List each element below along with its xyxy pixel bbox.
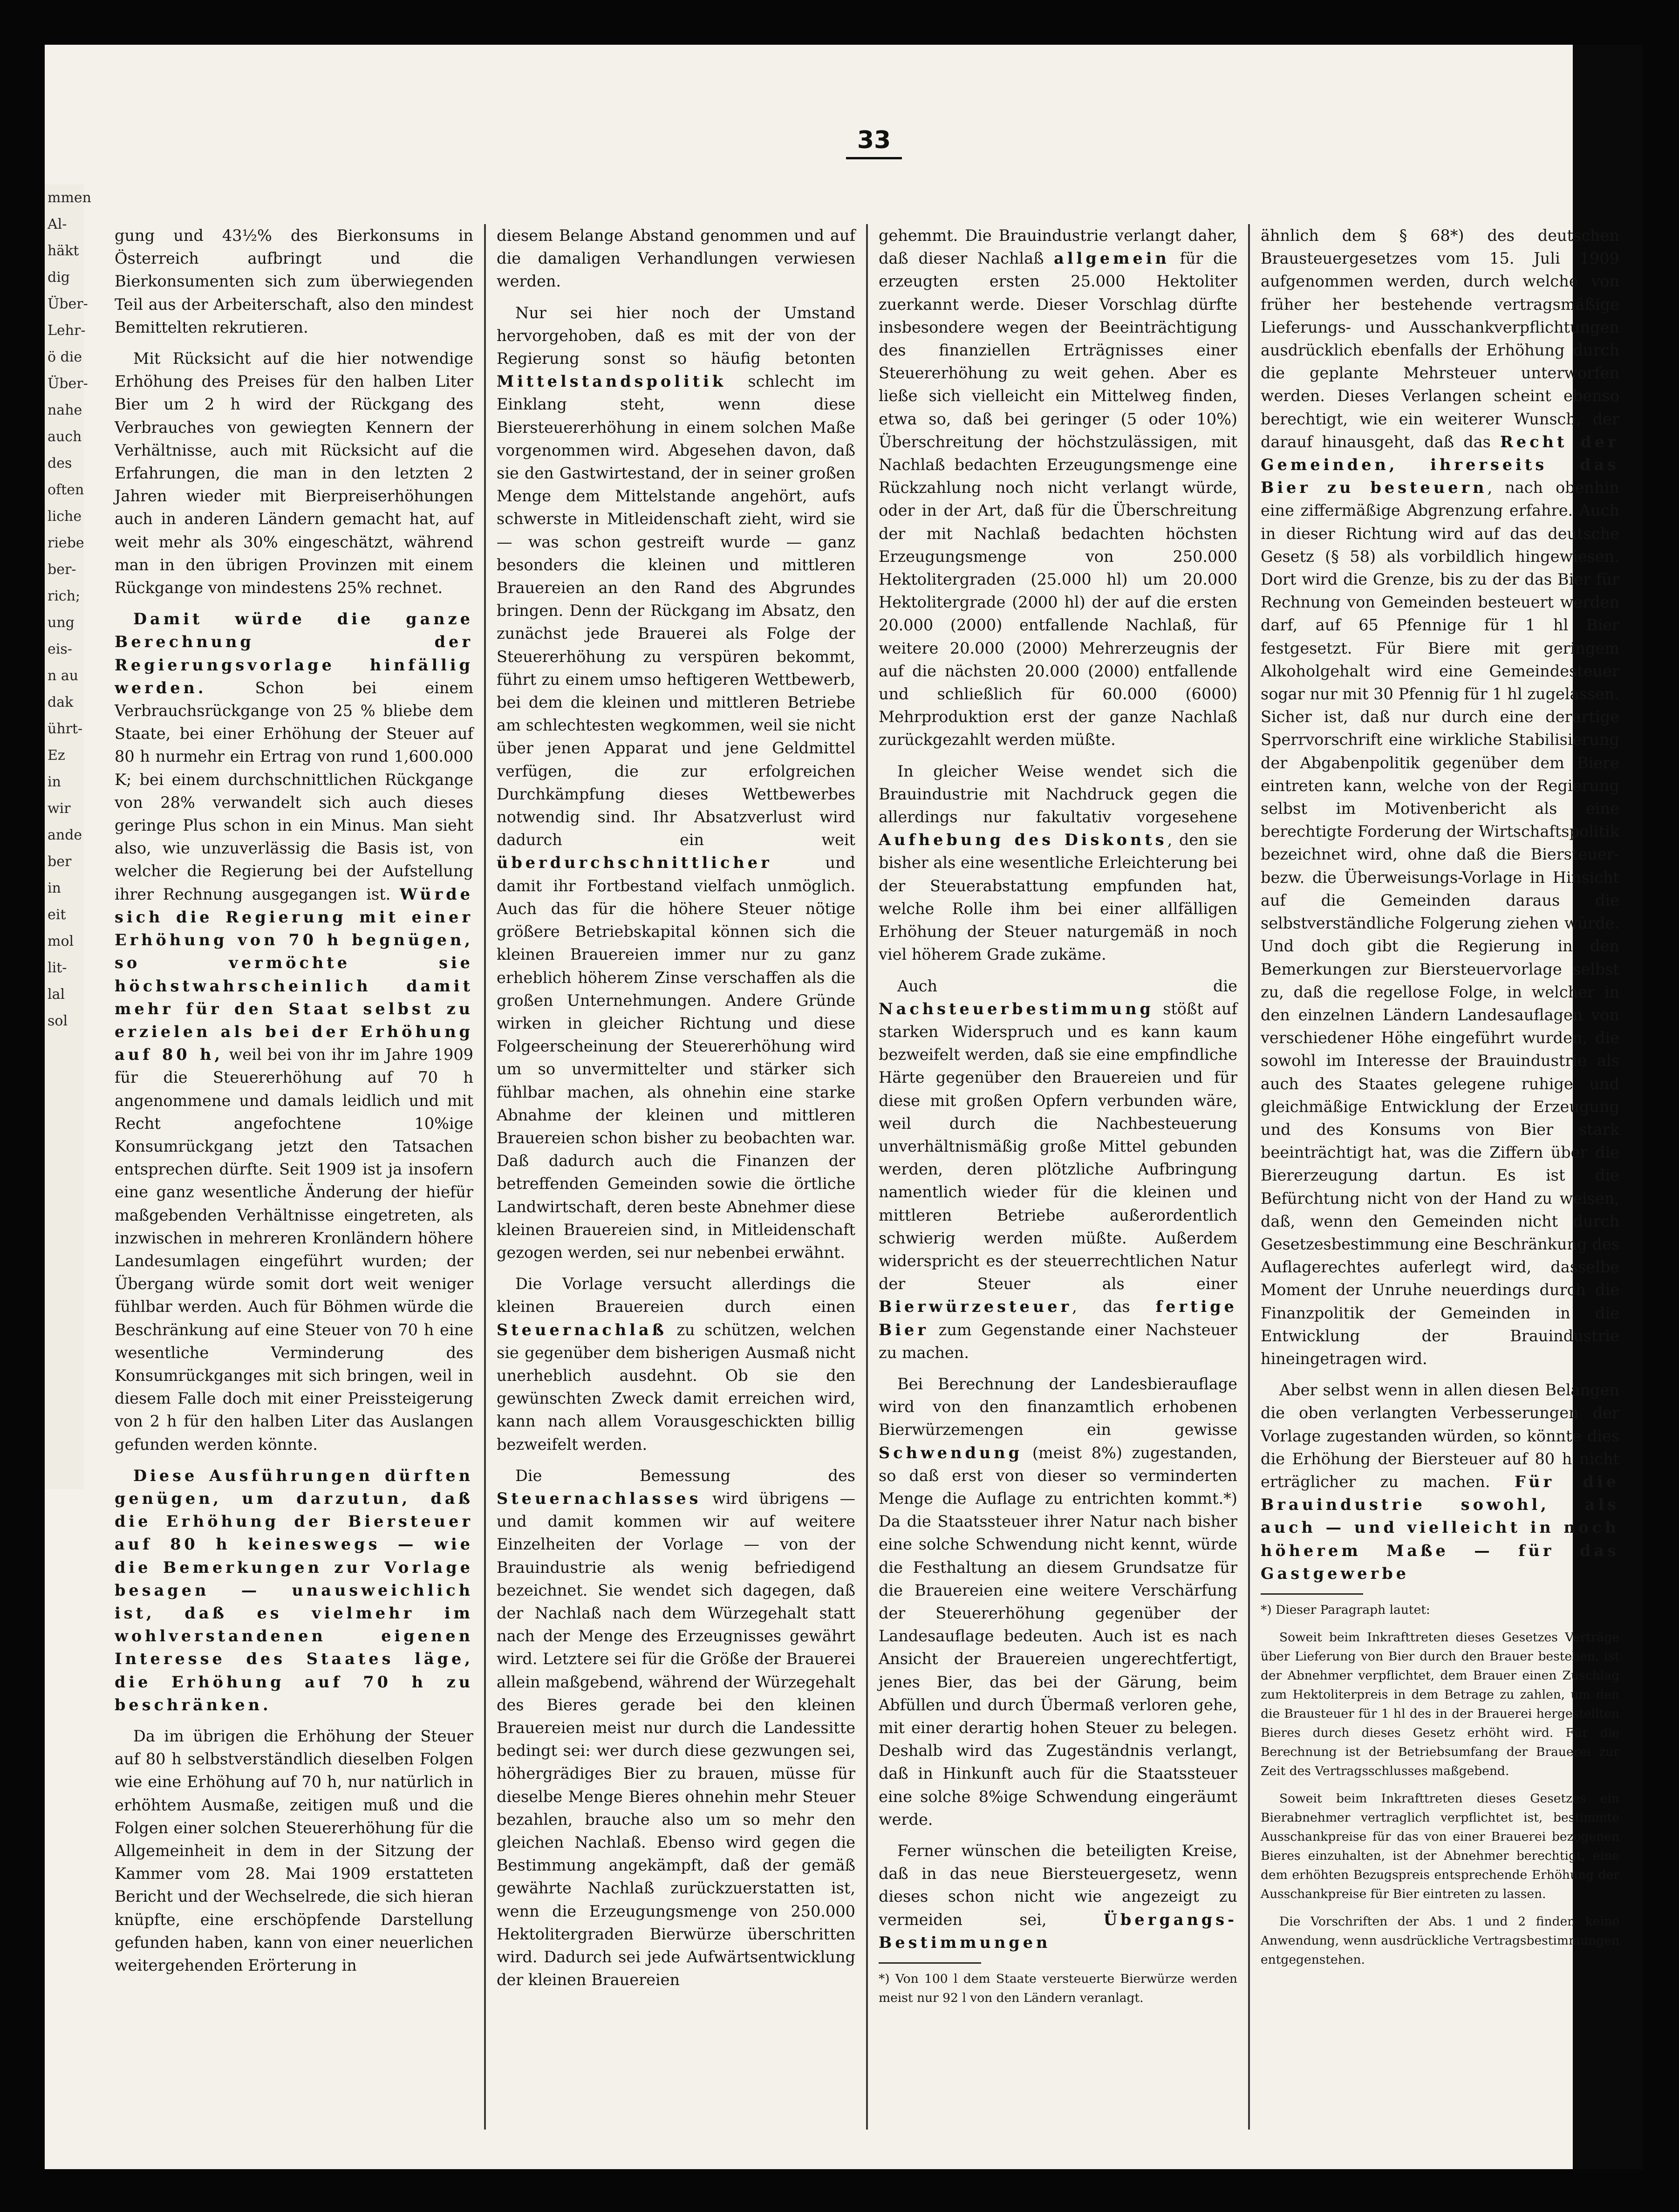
- text-run: weil bei von ihr im Jahre 1909 für die Steuererhöhung auf 70 h angenommene und damals leidlich und mit Recht angefochtene 10%ige Konsumrückgang jetzt den Tatsachen entsprechen dürfte. Seit 1909 ist ja insofern eine ganz wesentliche Änderung der hiefür maßgebenden Verhältnisse eingetreten, als inzwischen in mehreren Kronländern höhere Landesumlagen eingeführt wurden; der Übergang würde somit dort weit weniger fühlbar werden. Auch für Böhmen würde die Beschränkung auf eine Steuer von 70 h eine wesentliche Verminderung des Konsumrückganges mit sich bringen, weil in diesem Falle doch mit einer Preissteigerung von 2 h für den halben Liter das Auslangen gefunden werden könnte.: [115, 1045, 473, 1454]
- footnote: *) Dieser Paragraph lautet:: [1261, 1602, 1430, 1617]
- footnote-rule: [879, 1962, 981, 1964]
- emphasized-text: Recht der Gemeinden, ihrerseits das Bier zu besteuern: [1261, 432, 1620, 497]
- text-run: schlecht im Einklang steht, wenn diese Biersteuererhöhung in einem solchen Maße vorgenommen wird. Abgesehen davon, daß sie den Gastwirtestand, der in seiner großen Menge dem Mittelstande angehört, aufs schwerste in Mitleidenschaft zieht, wird sie — was schon gestreift wurde — ganz besonders die kleinen und mittleren Brauereien an den Rand des Abgrundes bringen. Denn der Rückgang im Absatz, den zunächst jede Brauerei als Folge der Steuererhöhung zu verspüren bekommt, führt zu einem umso heftigeren Wettbewerb, bei dem die kleinen und mittleren Betriebe am schlechtesten wegkommen, weil sie nicht über jenen Apparat und jene Geldmittel verfügen, die zur erfolgreichen Durchkämpfung dieses Wettbewerbes notwendig sind. Ihr Absatzverlust wird dadurch ein weit: [497, 372, 855, 849]
- text-run: zum Gegenstande einer Nachsteuer zu machen.: [879, 1320, 1237, 1362]
- edge-fragment: riebe: [48, 535, 84, 551]
- edge-fragment: Ez: [48, 747, 65, 764]
- edge-fragment: sol: [48, 1013, 68, 1029]
- emphasized-text: allgemein: [1054, 249, 1170, 268]
- edge-fragment: nahe: [48, 402, 82, 418]
- text-run: zu schützen, welchen sie gegenüber dem bisherigen Ausmaß nicht unerheblich ausdehnt. Ob sie den gewünschten Zweck damit erreichen wird, kann nach allem Vorausgeschickten billig bezweifelt werden.: [497, 1320, 855, 1454]
- paragraph: [879, 975, 1237, 1364]
- footnote: Die Vorschriften der Abs. 1 und 2 finden keine Anwendung, wenn ausdrückliche Vertragsbestimmungen entgegenstehen.: [1261, 1914, 1619, 1967]
- edge-fragment: in: [48, 774, 61, 790]
- text-run: ähnlich dem § 68*) des deutschen Brausteuergesetzes vom 15. Juli 1909 aufgenommen werden, durch welche von früher her bestehende vertragsmäßige Lieferungs- und Ausschankverpflichtungen ausdrücklich ebenfalls der Erhöhung durch die geplante Mehrsteuer unterworfen werden. Dieses Verlangen scheint ebenso berechtigt, wie ein weiterer Wunsch, der darauf hinausgeht, daß das: [1261, 226, 1619, 451]
- edge-fragment: often: [48, 482, 84, 498]
- paragraph: [879, 760, 1237, 966]
- emphasized-text: Schwendung: [879, 1443, 1023, 1462]
- paragraph: [879, 1372, 1237, 1831]
- edge-fragment: ührt-: [48, 721, 83, 737]
- text-run: gehemmt. Die Brauindustrie verlangt daher, daß dieser Nachlaß: [879, 226, 1237, 268]
- edge-fragment: ber: [48, 853, 72, 870]
- text-run: Ferner wünschen die beteiligten Kreise, daß in das neue Biersteuergesetz, wenn dieses schon nicht wie angezeigt zu vermeiden sei,: [879, 1842, 1237, 1929]
- text-run: Da im übrigen die Erhöhung der Steuer auf 80 h selbstverständlich dieselben Folgen wie eine Erhöhung auf 70 h, nur natürlich in erhöhtem Ausmaße, zeitigen muß und die Folgen einer solchen Steuererhöhung für die Allgemeinheit in dem in der Sitzung der Kammer vom 28. Mai 1909 erstatteten Bericht und der Wechselrede, die sich hieran knüpfte, eine erschöpfende Darstellung gefunden haben, kann von einer neuerlichen weitergehenden Erörterung in: [115, 1727, 473, 1975]
- text-run: (meist 8%) zugestanden, so daß erst von dieser so verminderten Menge die Auflage zu entrichten kommt.*) Da die Staatssteuer ihrer Natur nach bisher eine solche Schwendung nicht kennt, würde die Festhaltung an diesem Grundsatze für die Brauereien eine weitere Verschärfung der Steuererhöhung gegenüber der Landesauflage bedeuten. Auch ist es nach Ansicht der Brauereien ungerechtfertigt, jenes Bier, das bei der Gärung, beim Abfüllen und durch Übermaß verloren gehe, mit einer derartig hohen Steuer zu belegen. Deshalb wird das Zugeständnis verlangt, daß in Hinkunft auch für die Staatssteuer eine solche 8%ige Schwendung eingeräumt werde.: [879, 1443, 1237, 1829]
- column-rule-3: [1248, 224, 1250, 2130]
- paragraph: [115, 224, 473, 339]
- footnote: Soweit beim Inkrafttreten dieses Gesetzes ein Bierabnehmer vertraglich verpflichtet ist, bestimmte Ausschankpreise für das von einer Brauerei bezogenen Bieres einzuhalten, ist der Abnehmer berechtigt, eine dem erhöhten Bezugspreis entsprechende Erhöhung der Ausschankpreise für Bier eintreten zu lassen.: [1261, 1791, 1619, 1901]
- paragraph: [1261, 1379, 1619, 1585]
- text-run: , nach obenhin eine ziffermäßige Abgrenzung erfahre. Auch in dieser Richtung wird auf das deutsche Gesetz (§ 58) als vorbildlich hingewiesen. Dort wird die Grenze, bis zu der das Bier für Rechnung von Gemeinden besteuert werden darf, auf 65 Pfennige für 1 hl Bier festgesetzt. Für Biere mit geringem Alkoholgehalt wird eine Gemeindesteuer sogar nur mit 30 Pfennig für 1 hl zugelassen. Sicher ist, daß nur durch eine derartige Sperrvorschrift eine wirkliche Stabilisierung der Abgabenpolitik gegenüber dem Biere eintreten kann, welche von der Regierung selbst im Motivenbericht als eine berechtigte Forderung der Wirtschaftspolitik bezeichnet wird, ohne daß die Biersteuer- bezw. die Überweisungs-Vorlage in Hinsicht auf die Gemeinden daraus die selbstverständliche Folgerung ziehen würde. Und doch gibt die Regierung in den Bemerkungen zur Biersteuervorlage selbst zu, daß die regellose Folge, in welcher in den einzelnen Ländern Landesauflagen von verschiedener Höhe eingeführt wurden, die sowohl im Interesse der Brauindustrie als auch des Staates gelegene ruhige und gleichmäßige Entwicklung der Erzeugung und des Konsums von Bier stark beeinträchtigt hat, was die Ziffern über die Biererzeugung dartun. Es ist die Befürchtung nicht von der Hand zu weisen, daß, wenn den Gemeinden nicht durch Gesetzesbestimmung eine Beschränkung des Auflagerechtes auferlegt wird, dasselbe Moment der Unruhe neuerdings durch die Finanzpolitik der Gemeinden in die Entwicklung der Brauindustrie hineingetragen wird.: [1261, 478, 1619, 1368]
- edge-fragment: wir: [48, 800, 71, 817]
- emphasized-text: Steuernachlasses: [497, 1489, 702, 1508]
- text-run: Mit Rücksicht auf die hier notwendige Erhöhung des Preises für den halben Liter Bier um 2 h wird der Rückgang des Verbrauches von gewiegten Kennern der Verhältnisse, auch mit Rücksicht auf die Erfahrungen, die man in den letzten 2 Jahren wieder mit Bierpreiserhöhungen auch in anderen Ländern gemacht hat, auf weit mehr als 30% eingeschätzt, während man in den übrigen Provinzen mit einem Rückgange von mindestens 25% rechnet.: [115, 349, 473, 597]
- text-run: Bei Berechnung der Landesbierauflage wird von den finanzamtlich erhobenen Bierwürzemengen ein gewisse: [879, 1374, 1237, 1439]
- paragraph: [497, 1464, 855, 1992]
- text-run: wird übrigens — und damit kommen wir auf weitere Einzelheiten der Vorlage — von der Brauindustrie als wenig befriedigend bezeichnet. Sie wendet sich dagegen, daß der Nachlaß nach dem Würzegehalt statt nach der Menge des Erzeugnisses gewährt wird. Letztere sei für die Größe der Brauerei allein maßgebend, während der Würzegehalt des Bieres gerade bei den kleinen Brauereien meist nur durch die Landessitte bedingt sei: wer durch diese gezwungen sei, höhergrädiges Bier zu brauen, müsse für dieselbe Menge Bieres ohnehin mehr Steuer bezahlen, brauche also um so mehr den gleichen Nachlaß. Ebenso wird gegen die Bestimmung angekämpft, daß der gemäß gewährte Nachlaß zurückzuerstatten ist, wenn die Erzeugungsmenge von 250.000 Hektolitergraden Bierwürze überschritten wird. Dadurch sei jede Aufwärtsentwicklung der kleinen Brauereien: [497, 1489, 855, 1989]
- paragraph: [497, 301, 855, 1264]
- emphasized-text: Mittelstandspolitik: [497, 372, 727, 391]
- edge-fragment: mol: [48, 933, 74, 949]
- text-run: diesem Belange Abstand genommen und auf die damaligen Verhandlungen verwiesen werden.: [497, 226, 855, 291]
- text-run: Auch die: [897, 976, 1237, 995]
- text-run: Schon bei einem Verbrauchsrückgange von 25 % bliebe dem Staate, bei einer Erhöhung der Steuer auf 80 h nurmehr ein Ertrag von rund 1,600.000 K; bei einem durchschnittlichen Rückgange von 28% verwandelt sich auch dieses geringe Plus schon in ein Minus. Man sieht also, wie unzuverlässig die Basis ist, von welcher die Regierung bei der Aufstellung ihrer Rechnung ausgegangen ist.: [115, 678, 473, 903]
- edge-fragment: dig: [48, 269, 70, 286]
- adjacent-page-edge: [45, 184, 91, 1489]
- column-1: [115, 224, 473, 2130]
- paragraph: [497, 224, 855, 293]
- column-rule-2: [866, 224, 868, 2130]
- text-run: Nur sei hier noch der Umstand hervorgehoben, daß es mit der von der Regierung sonst so häufig betonten: [497, 303, 855, 368]
- text-run: , den sie bisher als eine wesentliche Erleichterung bei der Steuerabstattung empfunden hat, welche Rolle ihm bei einer allfälligen Erhöhung der Steuer naturgemäß in noch viel höherem Grade zukäme.: [879, 831, 1237, 964]
- text-run: stößt auf starken Widerspruch und es kann kaum bezweifelt werden, daß sie eine empfindliche Härte gegenüber den Brauereien und für diese mit großen Opfern verbunden wäre, weil durch die Nachbesteuerung unverhältnismäßig große Mittel gebunden werden, deren plötzliche Aufbringung namentlich wieder für die kleinen und mittleren Betriebe außerordentlich schwierig werden müßte. Außerdem widerspricht es der steuerrechtlichen Natur der Steuer als einer: [879, 999, 1237, 1293]
- edge-fragment: n au: [48, 668, 79, 684]
- edge-fragment: lal: [48, 986, 65, 1003]
- column-4: [1261, 224, 1619, 2130]
- edge-fragment: häkt: [48, 243, 79, 259]
- text-run: , das: [1072, 1297, 1156, 1316]
- footnote-rule: [1261, 1593, 1363, 1595]
- text-run: Die Vorlage versucht allerdings die kleinen Brauereien durch einen: [497, 1275, 855, 1316]
- edge-fragment: ber-: [48, 561, 76, 578]
- emphasized-text: Für die Brauindustrie sowohl, als auch — und vielleicht in noch höherem Maße — für das Gastgewerbe: [1261, 1472, 1620, 1583]
- emphasized-text: Steuernachlaß: [497, 1320, 668, 1339]
- text-run: gung und 43½% des Bierkonsums in Österreich aufbringt und die Bierkonsumenten sich zum überwiegenden Teil aus der Arbeiterschaft, also den mindest Bemittelten rekrutieren.: [115, 226, 473, 336]
- emphasized-text: Übergangs-Bestimmungen: [879, 1910, 1237, 1952]
- footnote: *) Von 100 l dem Staate versteuerte Bierwürze werden meist nur 92 l von den Ländern veranlagt.: [879, 1972, 1237, 2006]
- edge-fragment: eit: [48, 907, 66, 923]
- emphasized-text: Bierwürzesteuer: [879, 1297, 1072, 1316]
- emphasized-text: Würde sich die Regierung mit einer Erhöhung von 70 h begnügen, so vermöchte sie höchstwahrscheinlich damit mehr für den Staat selbst zu erzielen als bei der Erhöhung auf 80 h,: [115, 885, 473, 1064]
- edge-fragment: dak: [48, 694, 74, 710]
- emphasized-text: fertige Bier: [879, 1297, 1237, 1339]
- paragraph: [115, 1725, 473, 1977]
- edge-fragment: lit-: [48, 960, 67, 976]
- text-run: In gleicher Weise wendet sich die Brauindustrie mit Nachdruck gegen die allerdings nur fakultativ vorgesehene: [879, 762, 1237, 826]
- newspaper-page: [45, 45, 1643, 2169]
- column-3: [879, 224, 1237, 2130]
- emphasized-text: Nachsteuerbestimmung: [879, 999, 1154, 1018]
- text-run: und damit ihr Fortbestand vielfach unmöglich. Auch das für die höhere Steuer nötige größere Betriebskapital können sich die kleinen Brauereien immer nur zu ganz erheblich höherem Zinse verschaffen als die großen Unternehmungen. Andere Gründe wirken in gleicher Richtung und diese Folgeerscheinung der Steuererhöhung wird um so unvermittelter und stärker sich fühlbar machen, als ohnehin eine starke Abnahme der kleinen und mittleren Brauereien schon bisher zu beobachten war. Daß dadurch auch die Finanzen der betreffenden Gemeinden sowie die örtliche Landwirtschaft, deren beste Abnehmer diese kleinen Brauereien sind, in Mitleidenschaft gezogen werden, sei nur nebenbei erwähnt.: [497, 853, 855, 1262]
- edge-fragment: rich;: [48, 588, 81, 604]
- emphasized-text: Aufhebung des Diskonts: [879, 831, 1167, 849]
- edge-fragment: ö die: [48, 349, 82, 365]
- emphasized-text: Damit würde die ganze Berechnung der Regierungsvorlage hinfällig werden.: [115, 610, 473, 697]
- edge-fragment: auch: [48, 429, 82, 445]
- text-run: für die erzeugten ersten 25.000 Hektoliter zuerkannt werde. Dieser Vorschlag dürfte insbesondere wegen der Beeinträchtigung des finanziellen Erträgnisses einer Steuererhöhung zu weit gehen. Aber es ließe sich vielleicht ein Mittelweg finden, etwa so, daß bei geringer (5 oder 10%) Überschreitung der höchstzulässigen, mit Nachlaß bedachten Erzeugungsmenge eine Rückzahlung noch nicht verlangt würde, oder in der Art, daß für die Überschreitung der mit Nachlaß bedachten höchsten Erzeugungsmenge von 250.000 Hektolitergraden (25.000 hl) um 20.000 Hektolitergrade (2000 hl) der auf die ersten 20.000 (2000) entfallende Nachlaß, für weitere 20.000 (2000) Mehrerzeugnis der auf die nächsten 20.000 (2000) entfallende und schließlich für 60.000 (6000) Mehrproduktion erst der ganze Nachlaß zurückgezahlt werden müßte.: [879, 249, 1237, 749]
- paragraph: [1261, 224, 1619, 1370]
- paragraph: [115, 608, 473, 1456]
- edge-fragment: ung: [48, 614, 75, 631]
- edge-fragment: mmen: [48, 190, 91, 206]
- paragraph: [115, 347, 473, 599]
- edge-fragment: Al-: [48, 216, 67, 232]
- text-run: Aber selbst wenn in allen diesen Belangen die oben verlangten Verbesserungen der Vorlage zugestanden würden, so könnte dies die Erhöhung der Biersteuer auf 80 h nicht erträglicher zu machen.: [1261, 1381, 1619, 1491]
- text-run: Die Bemessung des: [515, 1466, 855, 1485]
- emphasized-text: überdurchschnittlicher: [497, 853, 772, 872]
- paragraph: [497, 1272, 855, 1456]
- edge-fragment: eis-: [48, 641, 72, 657]
- emphasized-text: Diese Ausführungen dürften genügen, um darzutun, daß die Erhöhung der Biersteuer auf 80 h keineswegs — wie die Bemerkungen zur Vorlage besagen — unausweichlich ist, daß es vielmehr im wohlverstandenen eigenen Interesse des Staates läge, die Erhöhung auf 70 h zu beschränken.: [115, 1466, 473, 1714]
- paragraph: [879, 1839, 1237, 1954]
- edge-fragment: ande: [48, 827, 82, 843]
- footnote: Soweit beim Inkrafttreten dieses Gesetzes Verträge über Lieferung von Bier durch den Brauer bestehen, ist der Abnehmer verpflichtet, dem Brauer einen Zuschlag zum Hektoliterpreis in dem Betrage zu zahlen, um den die Brausteuer für 1 hl des in der Brauerei hergestellten Bieres durch dieses Gesetz erhöht wird. Für die Berechnung ist der Betriebsumfang der Brauerei zur Zeit des Vertragsschlusses maßgebend.: [1261, 1630, 1619, 1778]
- edge-fragment: Lehr-: [48, 322, 86, 339]
- paragraph: [879, 224, 1237, 751]
- column-rule-1: [484, 224, 486, 2130]
- column-2: [497, 224, 855, 2130]
- edge-fragment: liche: [48, 508, 82, 525]
- edge-fragment: Über-: [48, 375, 88, 392]
- edge-fragment: in: [48, 880, 61, 896]
- paragraph: [115, 1464, 473, 1716]
- edge-fragment: des: [48, 455, 72, 471]
- edge-fragment: Über-: [48, 296, 88, 312]
- page-number: 33: [846, 126, 902, 159]
